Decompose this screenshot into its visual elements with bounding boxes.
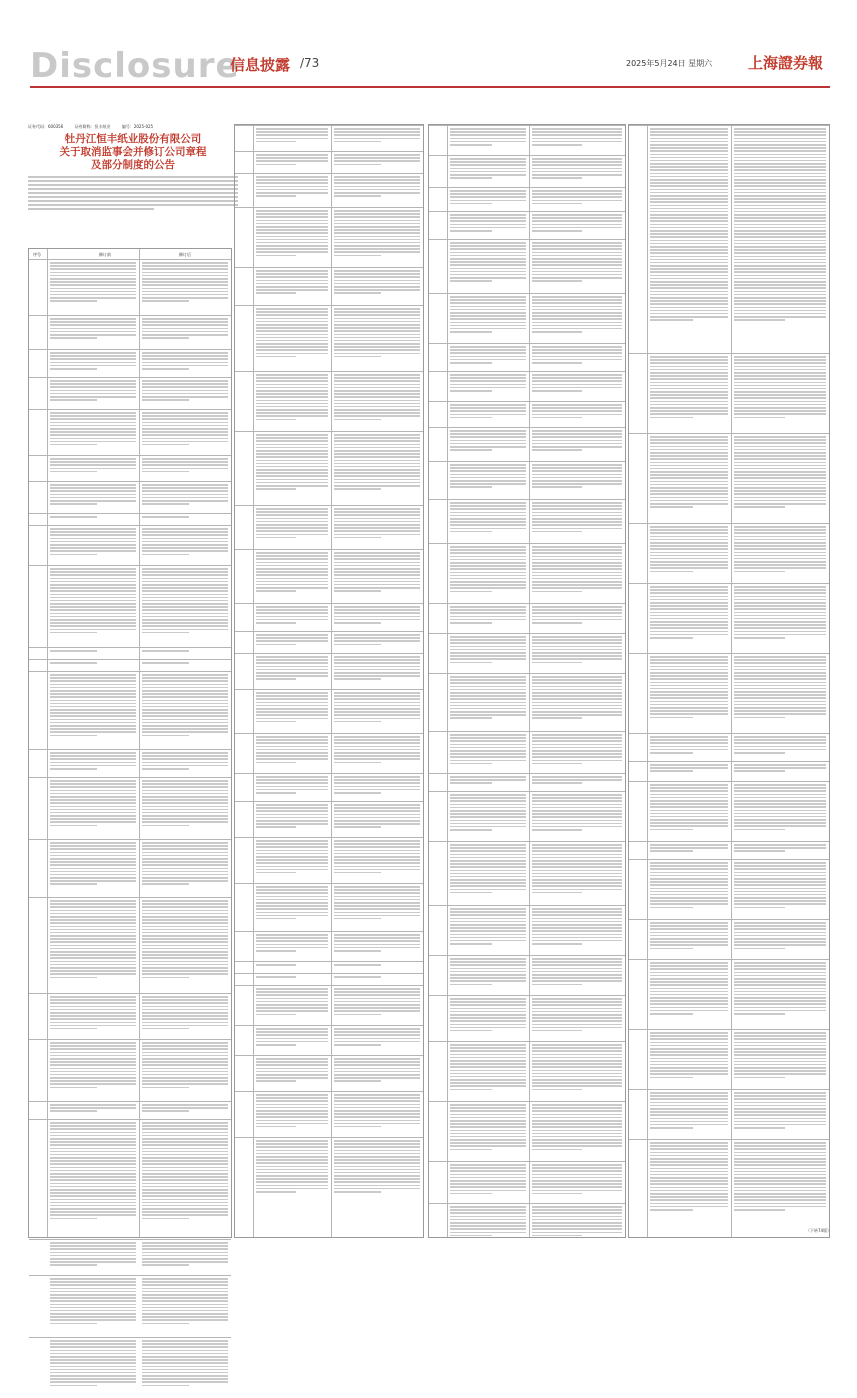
clause-text xyxy=(532,430,622,452)
clause-text xyxy=(334,976,420,979)
clause-text xyxy=(334,776,420,795)
clause-text xyxy=(734,436,826,509)
clause-text xyxy=(650,1032,728,1080)
clause-text xyxy=(334,374,420,422)
clause-text xyxy=(450,242,526,283)
clause-text xyxy=(256,976,328,979)
clause-text xyxy=(650,586,728,640)
clause-text xyxy=(532,546,622,594)
clause-text xyxy=(532,502,622,534)
clause-text xyxy=(142,516,228,519)
clause-text xyxy=(256,964,328,967)
clause-text xyxy=(450,1104,526,1152)
clause-text xyxy=(450,606,526,625)
clause-text xyxy=(334,508,420,540)
clause-text xyxy=(256,308,328,359)
clause-text xyxy=(334,964,420,967)
clause-text xyxy=(142,1242,228,1268)
clause-text xyxy=(334,988,420,1017)
clause-text xyxy=(334,634,420,647)
clause-text xyxy=(50,1340,136,1388)
clause-text xyxy=(334,656,420,682)
clause-text xyxy=(142,458,228,474)
clause-text xyxy=(50,1104,136,1114)
clause-text xyxy=(734,526,826,574)
clause-text xyxy=(50,752,136,771)
clause-text xyxy=(50,900,136,980)
clause-text xyxy=(256,1140,328,1194)
clause-text xyxy=(142,900,228,980)
clause-text xyxy=(334,1058,420,1084)
notice-number: 编号：2025-025 xyxy=(121,124,154,129)
clause-text xyxy=(450,1206,526,1238)
clause-text xyxy=(334,1094,420,1129)
clause-text xyxy=(450,296,526,334)
clause-text xyxy=(734,784,826,832)
clause-text xyxy=(142,1340,228,1388)
clause-text xyxy=(256,270,328,296)
clause-text xyxy=(450,908,526,946)
title-line: 牡丹江恒丰纸业股份有限公司 xyxy=(64,133,202,145)
col-before-header: 修订前 xyxy=(99,252,111,257)
clause-text xyxy=(256,988,328,1017)
clause-text xyxy=(142,674,228,738)
clause-text xyxy=(734,356,826,420)
clause-text xyxy=(650,962,728,1016)
clause-text xyxy=(450,502,526,534)
clause-text xyxy=(142,1122,228,1221)
clause-text xyxy=(256,508,328,540)
clause-text xyxy=(256,840,328,875)
clause-text xyxy=(50,662,136,665)
clause-text xyxy=(532,958,622,987)
clause-text xyxy=(450,734,526,766)
clause-text xyxy=(50,842,136,887)
announcement-header xyxy=(28,124,238,212)
clause-text xyxy=(256,1094,328,1129)
clause-text xyxy=(50,780,136,828)
clause-text xyxy=(256,128,328,144)
amendment-table-col4 xyxy=(628,124,830,1238)
clause-text xyxy=(450,128,526,147)
clause-text xyxy=(142,662,228,665)
clause-text xyxy=(256,154,328,167)
clause-text xyxy=(450,998,526,1033)
clause-text xyxy=(734,656,826,720)
clause-text xyxy=(734,586,826,640)
clause-text xyxy=(734,1142,826,1212)
clause-text xyxy=(734,844,826,854)
clause-text xyxy=(334,840,420,875)
clause-text xyxy=(50,996,136,1031)
clause-text xyxy=(50,352,136,371)
clause-text xyxy=(334,434,420,491)
clause-text xyxy=(532,1104,622,1152)
clause-text xyxy=(650,736,728,755)
clause-text xyxy=(532,776,622,786)
clause-text xyxy=(532,464,622,490)
clause-text xyxy=(142,318,228,340)
clause-text xyxy=(532,214,622,233)
col-after-header: 修订后 xyxy=(179,252,191,257)
clause-text xyxy=(450,844,526,895)
clause-text xyxy=(450,190,526,206)
disclosure-wordmark: Disclosure xyxy=(30,46,240,86)
clause-text xyxy=(142,1042,228,1090)
clause-text xyxy=(450,404,526,420)
clause-text xyxy=(334,886,420,921)
clause-text xyxy=(334,804,420,830)
clause-text xyxy=(142,528,228,557)
stock-codes xyxy=(28,124,238,130)
clause-text xyxy=(532,128,622,147)
clause-text xyxy=(142,412,228,447)
clause-text xyxy=(256,692,328,724)
clause-text xyxy=(734,1032,826,1080)
clause-text xyxy=(532,1044,622,1092)
clause-text xyxy=(142,1104,228,1114)
clause-text xyxy=(532,242,622,283)
clause-text xyxy=(734,1092,826,1130)
clause-text xyxy=(734,128,826,322)
clause-text xyxy=(450,546,526,594)
clause-text xyxy=(50,484,136,506)
clause-text xyxy=(532,346,622,365)
clause-text xyxy=(142,484,228,506)
clause-text xyxy=(450,958,526,987)
clause-text xyxy=(450,776,526,786)
clause-text xyxy=(650,1142,728,1212)
clause-text xyxy=(334,1028,420,1047)
clause-text xyxy=(532,734,622,766)
clause-text xyxy=(50,516,136,519)
amendment-table-col2 xyxy=(234,124,424,1238)
clause-text xyxy=(734,862,826,910)
clause-text xyxy=(334,210,420,258)
clause-text xyxy=(450,374,526,393)
clause-text xyxy=(256,1058,328,1084)
clause-text xyxy=(450,158,526,180)
clause-text xyxy=(650,922,728,951)
clause-text xyxy=(50,1122,136,1221)
clause-text xyxy=(650,844,728,854)
stock-name: 证券简称：恒丰纸业 xyxy=(74,124,111,129)
clause-text xyxy=(450,214,526,233)
clause-text xyxy=(50,262,136,303)
section-title: 信息披露 xyxy=(230,56,291,74)
clause-text xyxy=(256,634,328,647)
page-number: /73 xyxy=(300,56,320,70)
clause-text xyxy=(334,692,420,724)
clause-text xyxy=(256,606,328,625)
clause-text xyxy=(334,1140,420,1194)
clause-text xyxy=(256,736,328,765)
intro-text xyxy=(28,176,238,210)
clause-text xyxy=(650,356,728,420)
clause-text xyxy=(334,270,420,296)
clause-text xyxy=(142,996,228,1031)
amendment-table-col3 xyxy=(428,124,626,1238)
clause-text xyxy=(532,1206,622,1238)
continued-note: （下转74版） xyxy=(806,1228,832,1233)
clause-text xyxy=(650,764,728,774)
clause-text xyxy=(142,352,228,371)
clause-text xyxy=(50,412,136,447)
clause-text xyxy=(256,656,328,682)
clause-text xyxy=(450,676,526,721)
clause-text xyxy=(650,656,728,720)
clause-text xyxy=(450,636,526,665)
clause-text xyxy=(142,650,228,653)
clause-text xyxy=(532,606,622,625)
clause-text xyxy=(650,526,728,574)
clause-text xyxy=(734,922,826,951)
clause-text xyxy=(532,374,622,393)
announcement-title xyxy=(28,133,238,172)
clause-text xyxy=(334,154,420,167)
clause-text xyxy=(256,434,328,491)
clause-text xyxy=(50,528,136,557)
issue-date: 2025年5月24日 星期六 xyxy=(626,59,713,68)
clause-text xyxy=(334,736,420,765)
clause-text xyxy=(532,190,622,206)
clause-text xyxy=(532,794,622,832)
clause-text xyxy=(142,842,228,887)
clause-text xyxy=(50,1242,136,1268)
clause-text xyxy=(50,458,136,474)
masthead xyxy=(30,48,830,84)
clause-text xyxy=(142,380,228,402)
clause-text xyxy=(734,764,826,774)
stock-code: 证券代码：600356 xyxy=(28,124,64,129)
clause-text xyxy=(256,934,328,953)
clause-text xyxy=(142,568,228,635)
clause-text xyxy=(450,794,526,832)
clause-text xyxy=(532,844,622,895)
clause-text xyxy=(50,568,136,635)
clause-text xyxy=(532,676,622,721)
clause-text xyxy=(532,908,622,946)
clause-text xyxy=(334,606,420,625)
clause-text xyxy=(256,886,328,921)
clause-text xyxy=(532,158,622,180)
clause-text xyxy=(532,636,622,665)
clause-text xyxy=(142,1278,228,1326)
clause-text xyxy=(256,776,328,795)
clause-text xyxy=(650,436,728,509)
clause-text xyxy=(450,346,526,365)
clause-text xyxy=(50,380,136,402)
clause-text xyxy=(256,374,328,422)
clause-text xyxy=(334,128,420,144)
clause-text xyxy=(734,736,826,755)
clause-text xyxy=(650,784,728,832)
col-seq-header: 序号 xyxy=(33,252,41,257)
clause-text xyxy=(256,552,328,593)
masthead-rule xyxy=(30,86,830,88)
clause-text xyxy=(650,862,728,910)
clause-text xyxy=(734,962,826,1016)
clause-text xyxy=(256,804,328,830)
title-line: 及部分制度的公告 xyxy=(91,159,175,171)
clause-text xyxy=(450,430,526,452)
clause-text xyxy=(142,780,228,828)
clause-text xyxy=(142,752,228,771)
clause-text xyxy=(256,176,328,198)
clause-text xyxy=(50,650,136,653)
title-line: 关于取消监事会并修订公司章程 xyxy=(59,146,207,158)
clause-text xyxy=(532,296,622,334)
clause-text xyxy=(142,262,228,303)
clause-text xyxy=(532,404,622,420)
clause-text xyxy=(50,1278,136,1326)
clause-text xyxy=(650,1092,728,1130)
clause-text xyxy=(256,1028,328,1047)
clause-text xyxy=(50,1042,136,1090)
clause-text xyxy=(334,934,420,953)
clause-text xyxy=(334,308,420,359)
clause-text xyxy=(334,552,420,593)
clause-text xyxy=(450,1044,526,1092)
clause-text xyxy=(50,674,136,738)
newspaper-brand: 上海證券報 xyxy=(748,54,824,72)
clause-text xyxy=(532,998,622,1033)
clause-text xyxy=(256,210,328,258)
clause-text xyxy=(450,464,526,490)
clause-text xyxy=(450,1164,526,1196)
clause-text xyxy=(532,1164,622,1196)
clause-text xyxy=(334,176,420,198)
amendment-table-col1 xyxy=(28,248,232,1238)
clause-text xyxy=(50,318,136,340)
clause-text xyxy=(650,128,728,322)
